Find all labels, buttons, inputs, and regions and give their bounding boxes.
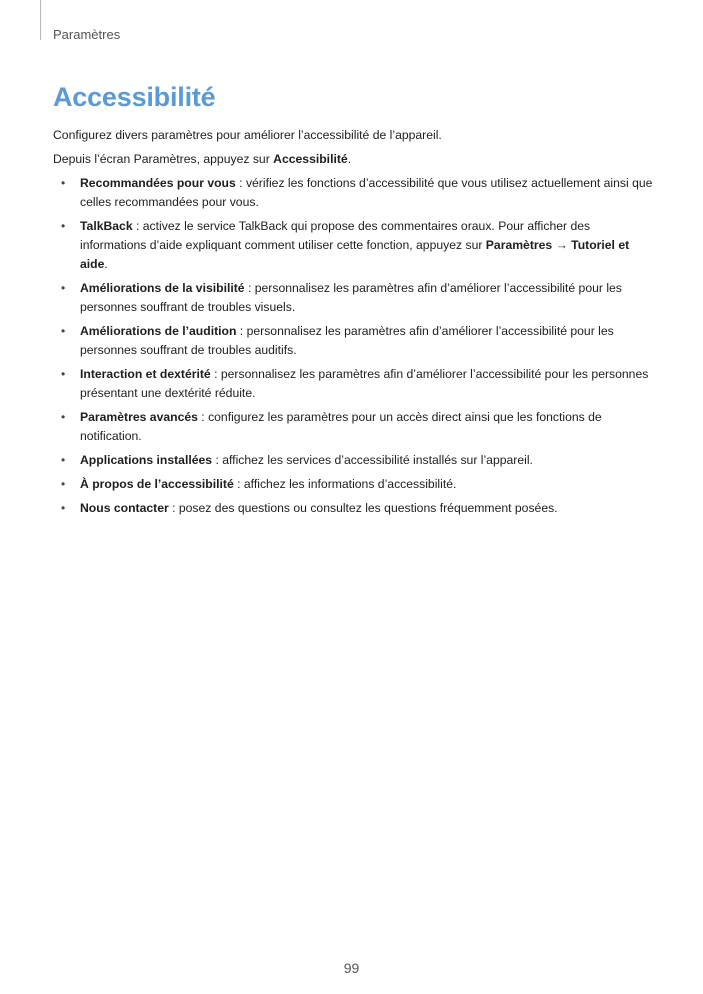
list-item <box>53 408 653 446</box>
list-item <box>53 475 653 494</box>
item-description: : personnalisez les paramètres afin d’améliorer l’accessibilité pour les personnes souffrant de troubles auditifs. <box>80 324 614 357</box>
list-item <box>53 279 653 317</box>
item-description: : affichez les services d’accessibilité installés sur l’appareil. <box>212 453 533 467</box>
item-description: : affichez les informations d’accessibilité. <box>233 477 457 491</box>
item-end: . <box>104 257 108 271</box>
list-item <box>53 174 653 212</box>
item-term: Améliorations de la visibilité <box>80 281 245 295</box>
instruction-paragraph <box>53 150 653 169</box>
instruction-target: Accessibilité <box>273 152 348 166</box>
page-edge-rule <box>40 0 41 40</box>
item-description: : personnalisez les paramètres afin d’améliorer l’accessibilité pour les personnes souffrant de troubles visuels. <box>80 281 622 314</box>
instruction-suffix: . <box>347 152 352 166</box>
list-item <box>53 365 653 403</box>
item-description: : posez des questions ou consultez les questions fréquemment posées. <box>168 501 558 515</box>
item-term: À propos de l’accessibilité <box>80 477 234 491</box>
page-number: 99 <box>343 960 360 976</box>
bullet-icon: • <box>61 219 66 233</box>
bullet-icon: • <box>61 410 66 424</box>
bullet-icon: • <box>61 367 66 381</box>
list-item <box>53 451 653 470</box>
item-menu-path: Paramètres → Tutoriel et aide <box>80 238 630 271</box>
item-description: : configurez les paramètres pour un accès direct ainsi que les fonctions de notification. <box>80 410 602 443</box>
bullet-icon: • <box>61 501 66 515</box>
page-body <box>53 126 653 523</box>
bullet-icon: • <box>61 324 66 338</box>
item-description: : personnalisez les paramètres afin d’améliorer l’accessibilité pour les personnes présentant une dextérité réduite. <box>80 367 649 400</box>
instruction-prefix: Depuis l’écran Paramètres, appuyez sur <box>53 152 274 166</box>
item-term: Paramètres avancés <box>80 410 198 424</box>
item-term: Interaction et dextérité <box>80 367 211 381</box>
item-description: : activez le service TalkBack qui propose des commentaires oraux. Pour afficher des informations d’aide expliquant comment utiliser cette fonction, appuyez sur <box>80 219 591 252</box>
bullet-icon: • <box>61 477 66 491</box>
section-header: Paramètres <box>53 27 121 42</box>
item-term: Recommandées pour vous <box>80 176 236 190</box>
item-term: Nous contacter <box>80 501 169 515</box>
item-description: : vérifiez les fonctions d’accessibilité que vous utilisez actuellement ainsi que celles recommandées pour vous. <box>80 176 653 209</box>
intro-paragraph: Configurez divers paramètres pour améliorer l’accessibilité de l’appareil. <box>53 128 442 142</box>
item-term: Applications installées <box>80 453 213 467</box>
bullet-icon: • <box>61 176 66 190</box>
list-item <box>53 499 653 518</box>
options-list <box>53 174 653 518</box>
item-term: TalkBack <box>80 219 133 233</box>
item-term: Améliorations de l’audition <box>80 324 237 338</box>
list-item <box>53 322 653 360</box>
bullet-icon: • <box>61 281 66 295</box>
bullet-icon: • <box>61 453 66 467</box>
list-item <box>53 217 653 274</box>
page-title: Accessibilité <box>53 82 216 112</box>
